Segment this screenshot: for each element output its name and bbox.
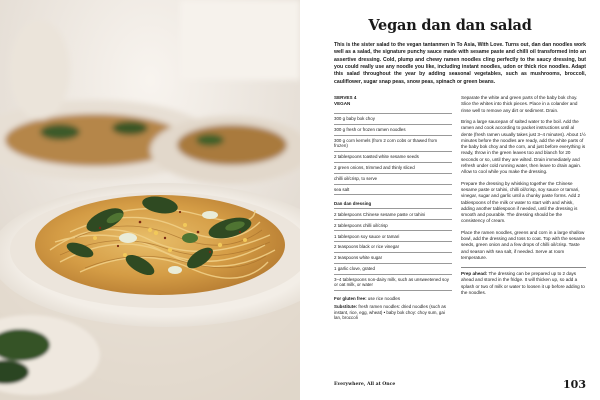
method-step: Separate the white and green parts of the baby bok choy. Slice the whites into thick pieces. Place in a colander and rinse well to remove any dirt or sediment. Drain.: [461, 95, 578, 113]
method-column: [461, 95, 586, 296]
substitute-label: Substitute:: [334, 304, 358, 310]
gluten-free-note: [334, 296, 452, 302]
serves-label: SERVES 4: [334, 95, 357, 100]
dressing-item: 2 teaspoons white sugar: [334, 253, 452, 264]
recipe-page: [300, 0, 600, 400]
ingredients-column: [334, 95, 452, 320]
dressing-item: 3–4 tablespoons non-dairy milk, such as unsweetened soy or oat milk, or water: [334, 275, 452, 291]
diet-label: VEGAN: [334, 101, 351, 106]
recipe-intro: This is the sister salad to the vegan tantanmen in To Asia, With Love. Turns out, dan dan noodles work well as a salad, the signature punchy sauce made with sesame paste and chilli oil transformed into an assertive dressing. Cold, plump and chewy ramen noodles cling perfectly to the saucy dressing, but you could really use any noodle you like, including instant noodles, udon or thick rice noodles. Adapt this salad throughout the year by adding seasonal vegetables, such as mushrooms, broccoli, cauliflower, sugar snap peas, snow peas, spinach or green beans.: [334, 42, 586, 85]
ingredient-list: [334, 113, 452, 195]
prep-ahead-note: [461, 267, 586, 296]
method-step: Prepare the dressing by whisking together the Chinese sesame paste or tahini, chilli oil/crisp, soy sauce or tamari, vinegar, sugar and garlic until a chunky paste forms. Add 2 tablespoons of the milk or water to start with and whisk, adding another tablespoon if needed, until the dressing is smooth and pourable. The dressing should be the consistency of cream.: [461, 180, 580, 224]
ingredient-item: sea salt: [334, 185, 452, 196]
prep-ahead-text: The dressing can be prepared up to 2 days ahead and stored in the fridge. It will thicken up, so add a splash or two of milk or water to loosen it up before adding to the noodles.: [461, 271, 585, 295]
dressing-item: 1 garlic clove, grated: [334, 264, 452, 275]
dressing-item: 2 tablespoons Chinese sesame paste or tahini: [334, 209, 452, 220]
ingredient-item: 300 g fresh or frozen ramen noodles: [334, 125, 452, 136]
substitute-text: fresh ramen noodles: dried noodles (such as instant, rice, egg, wheat) • baby bok choy: choy sum, gai lan, broccoli: [334, 304, 446, 321]
recipe-title: Vegan dan dan salad: [368, 17, 532, 34]
dressing-item: 2 tablespoons chilli oil/crisp: [334, 220, 452, 231]
dressing-heading: Dan dan dressing: [334, 201, 452, 209]
ingredient-item: 2 tablespoons toasted white sesame seeds: [334, 152, 452, 163]
book-title-footer: Everywhere, All at Once: [334, 382, 396, 387]
ingredient-item: 2 green onions, trimmed and thinly sliced: [334, 163, 452, 174]
method-step: Place the ramen noodles, greens and corn in a large shallow bowl, add the dressing and toss to coat. Top with the sesame seeds, green onion and a few drops of chilli oil/crisp. Taste and season with sea salt, if needed. Serve at room temperature.: [461, 229, 586, 260]
dressing-list: [334, 209, 452, 290]
gluten-free-text: use rice noodles: [367, 295, 401, 301]
substitute-note: [334, 304, 452, 320]
ingredient-item: 300 g corn kernels (from 2 corn cobs or thawed from frozen): [334, 136, 452, 152]
dressing-item: 1 tablespoon soy sauce or tamari: [334, 231, 452, 242]
gluten-free-label: For gluten free:: [334, 295, 367, 301]
page-number: 103: [563, 378, 586, 391]
ingredient-item: chilli oil/crisp, to serve: [334, 174, 452, 185]
prep-ahead-label: Prep ahead:: [461, 271, 488, 277]
method-step: Bring a large saucepan of salted water to the boil. Add the ramen and cook according to packet instructions until al dente (fresh ramen usually takes just 3–4 minutes). About 1½ minutes before the noodles are ready, add the white parts of the baby bok choy and the corn, and just before everything is ready, throw in the green leaves too and blanch for 20 seconds or so, until they are wilted. Drain immediately and refresh under cold running water, then leave to drain again. Allow to cool while you make the dressing.: [461, 119, 586, 175]
ingredient-item: 300 g baby bok choy: [334, 114, 452, 125]
dressing-item: 2 teaspoons black or rice vinegar: [334, 242, 452, 253]
